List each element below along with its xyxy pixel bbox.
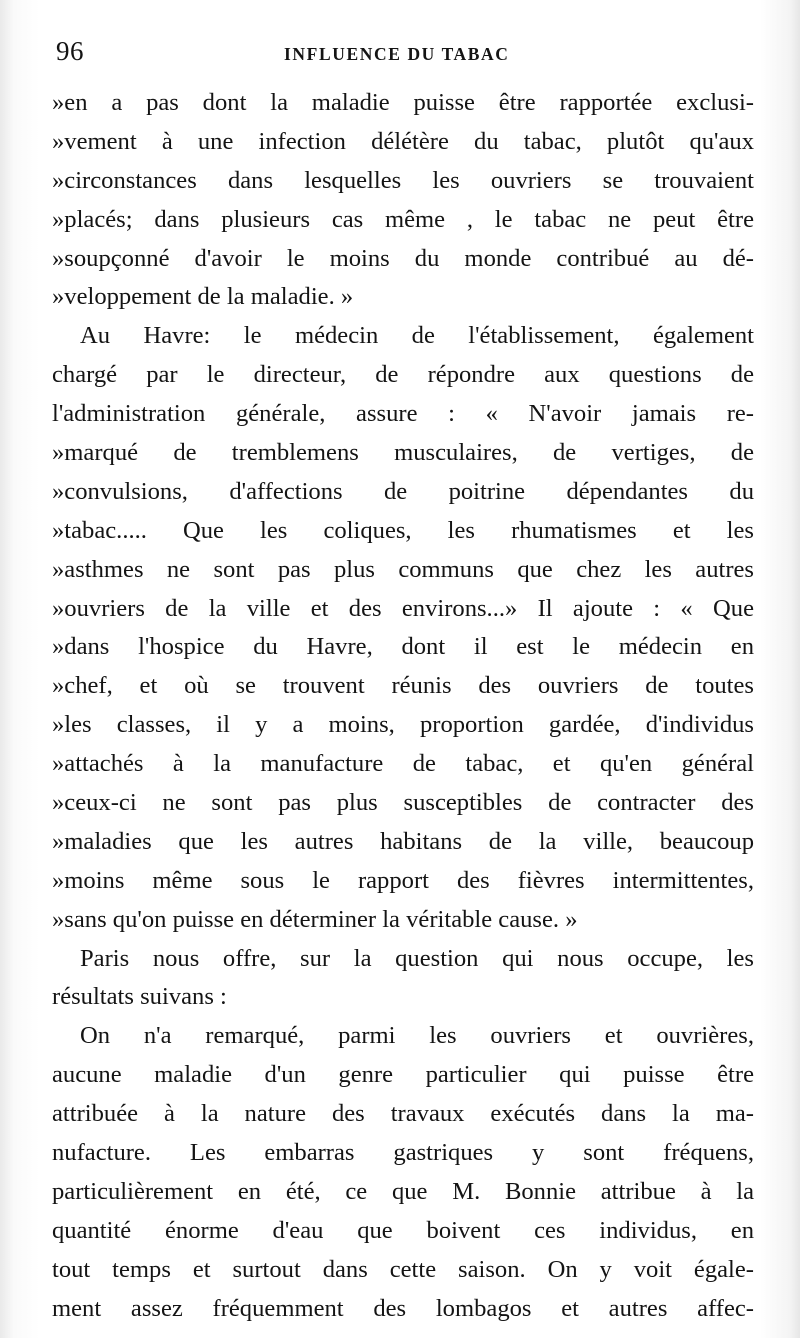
text-line: Paris nous offre, sur la question qui nous occupe, les [80,944,754,972]
text-line: attribuée à la nature des travaux exécutés dans la ma- [52,1100,754,1128]
text-line: »vement à une infection délétère du tabac, plutôt qu'aux [52,127,754,155]
text-line: chargé par le directeur, de répondre aux questions de [52,361,754,389]
text-line: aucune maladie d'un genre particulier qui puisse être [52,1061,754,1089]
text-line: tout temps et surtout dans cette saison. On y voit égale- [52,1255,754,1283]
text-line: ment assez fréquemment des lombagos et autres affec- [52,1294,754,1322]
text-line: Au Havre: le médecin de l'établissement, également [80,322,754,350]
text-line: résultats suivans : [52,983,227,1011]
text-line: »ceux-ci ne sont pas plus susceptibles de contracter des [52,789,754,817]
text-line: »asthmes ne sont pas plus communs que chez les autres [52,555,754,583]
text-line: »attachés à la manufacture de tabac, et qu'en général [52,750,754,778]
text-line: nufacture. Les embarras gastriques y sont fréquens, [52,1139,754,1167]
text-line: »convulsions, d'affections de poitrine dépendantes du [52,477,754,505]
text-line: »soupçonné d'avoir le moins du monde contribué au dé- [52,244,754,272]
text-line: »sans qu'on puisse en déterminer la véritable cause. » [52,905,578,933]
text-line: »placés; dans plusieurs cas même , le tabac ne peut être [52,205,754,233]
text-line: »marqué de tremblemens musculaires, de vertiges, de [52,439,754,467]
text-line: »maladies que les autres habitans de la ville, beaucoup [52,827,754,855]
running-head: INFLUENCE DU TABAC [284,44,510,64]
text-line: quantité énorme d'eau que boivent ces individus, en [52,1216,754,1244]
text-line: »tabac..... Que les coliques, les rhumatismes et les [52,516,754,544]
text-line: »ouvriers de la ville et des environs...» Il ajoute : « Que [52,594,754,622]
text-line: »veloppement de la maladie. » [52,283,354,311]
page-number: 96 [56,36,84,66]
text-line: »les classes, il y a moins, proportion gardée, d'individus [52,711,754,739]
text-line: particulièrement en été, ce que M. Bonnie attribue à la [52,1177,754,1205]
text-line: »chef, et où se trouvent réunis des ouvriers de toutes [52,672,754,700]
text-line: On n'a remarqué, parmi les ouvriers et ouvrières, [80,1022,754,1050]
text-line: »moins même sous le rapport des fièvres intermittentes, [52,866,754,894]
text-line: »circonstances dans lesquelles les ouvriers se trouvaient [52,166,754,194]
page-header [52,36,754,78]
text-line: »dans l'hospice du Havre, dont il est le médecin en [52,633,754,661]
text-line: l'administration générale, assure : « N'avoir jamais re- [52,400,754,428]
body-text [52,84,754,1329]
text-line: »en a pas dont la maladie puisse être rapportée exclusi- [52,89,754,116]
